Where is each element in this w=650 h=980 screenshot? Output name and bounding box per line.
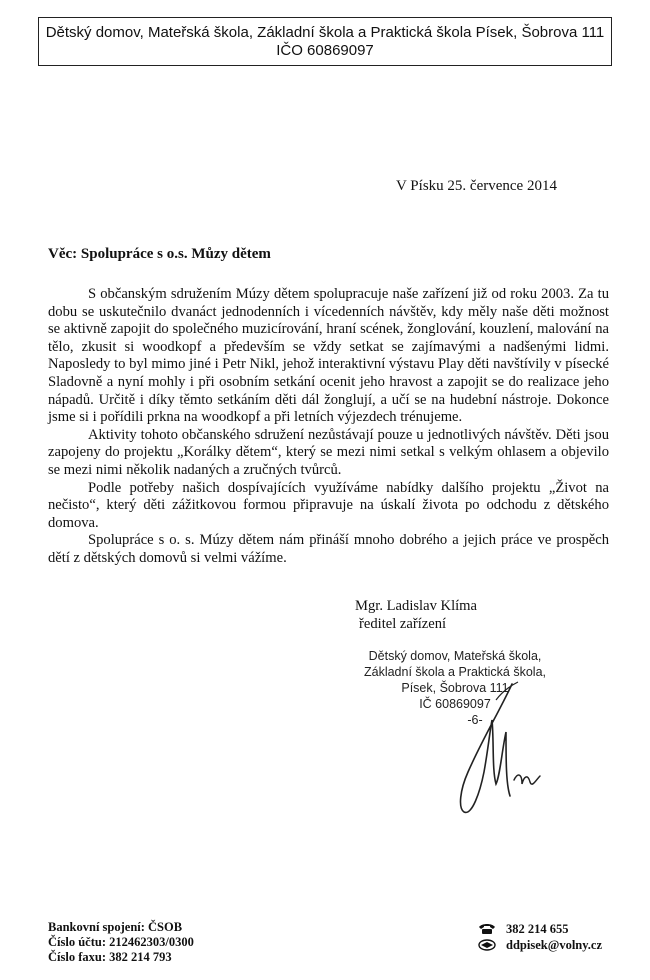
signer-name: Mgr. Ladislav Klíma <box>355 598 478 614</box>
bank-details <box>48 920 194 965</box>
paragraph-4: Spolupráce s o. s. Múzy dětem nám přináší mnoho dobrého a jejich práce ve prospěch dětí z dětských domovů si velmi vážíme. <box>48 532 609 566</box>
letterhead-box <box>38 17 612 66</box>
email-icon <box>478 939 496 951</box>
signer-title: ředitel zařízení <box>359 616 447 632</box>
contact-details <box>478 921 602 953</box>
handwritten-signature <box>440 680 560 820</box>
paragraph-1: S občanským sdružením Múzy dětem spolupracuje naše zařízení již od roku 2003. Za tu dobu se uskutečnilo dvanáct jednodenních i vícedenních návštěv, kdy měly naše děti možnost se aktivně zapojit do společného muzicírování, hraní scének, žonglování, kouzlení, malování na tělo, zkusit si woodkopf a především se vždy setkat se zajímavými a nadšenými lidmi. Naposledy to byl mimo jiné i Petr Nikl, jehož interaktivní výstavu Play děti navštívily v písecké Sladovně a nyní mohly i při osobním setkání ocenit jeho hravost a zapojit se do realizace jeho nápadů. Určitě i díky těmto setkáním děti dál žonglují, a učí se na hudební nástroje. Dokonce jsme si i pořídili prkna na woodkopf a při letních výjezdech trénujeme. <box>48 286 609 426</box>
signer-block <box>355 597 477 633</box>
letter-date: V Písku 25. července 2014 <box>396 178 557 194</box>
phone-row <box>478 921 602 937</box>
email-address: ddpisek@volny.cz <box>506 938 603 952</box>
paragraph-2: Aktivity tohoto občanského sdružení nezůstávají pouze u jednotlivých návštěv. Děti jsou zapojeny do projektu „Korálky dětem“, který se mezi nimi setkal s velkým ohlasem a objevilo se mezi nimi několik nadaných a zručných tvůrců. <box>48 426 609 478</box>
letter-subject: Věc: Spolupráce s o.s. Můzy dětem <box>48 246 271 262</box>
telephone-icon <box>478 923 496 935</box>
stamp-line-1: Dětský domov, Mateřská škola, <box>368 649 542 663</box>
stamp-line-2: Základní škola a Praktická škola, <box>363 665 547 679</box>
bank-connection: Bankovní spojení: ČSOB <box>48 920 183 934</box>
letterhead-ico: IČO 60869097 <box>276 42 374 59</box>
email-row <box>478 937 602 953</box>
stamp-line-4: IČ 60869097 <box>419 697 491 711</box>
stamp-line-3: Písek, Šobrova 111 <box>401 681 509 695</box>
stamp-line-5: -6- <box>467 713 483 727</box>
paragraph-3: Podle potřeby našich dospívajících využíváme nabídky dalšího projektu „Život na nečisto“, který děti zážitkovou formou připravuje na úskalí života po odchodu z dětského domova. <box>48 479 609 531</box>
fax-number: Číslo faxu: 382 214 793 <box>48 950 172 964</box>
letter-body <box>48 286 609 568</box>
account-number: Číslo účtu: 212462303/0300 <box>48 935 194 949</box>
letterhead-name: Dětský domov, Mateřská škola, Základní škola a Praktická škola Písek, Šobrova 111 <box>45 24 605 41</box>
phone-number: 382 214 655 <box>506 922 569 936</box>
